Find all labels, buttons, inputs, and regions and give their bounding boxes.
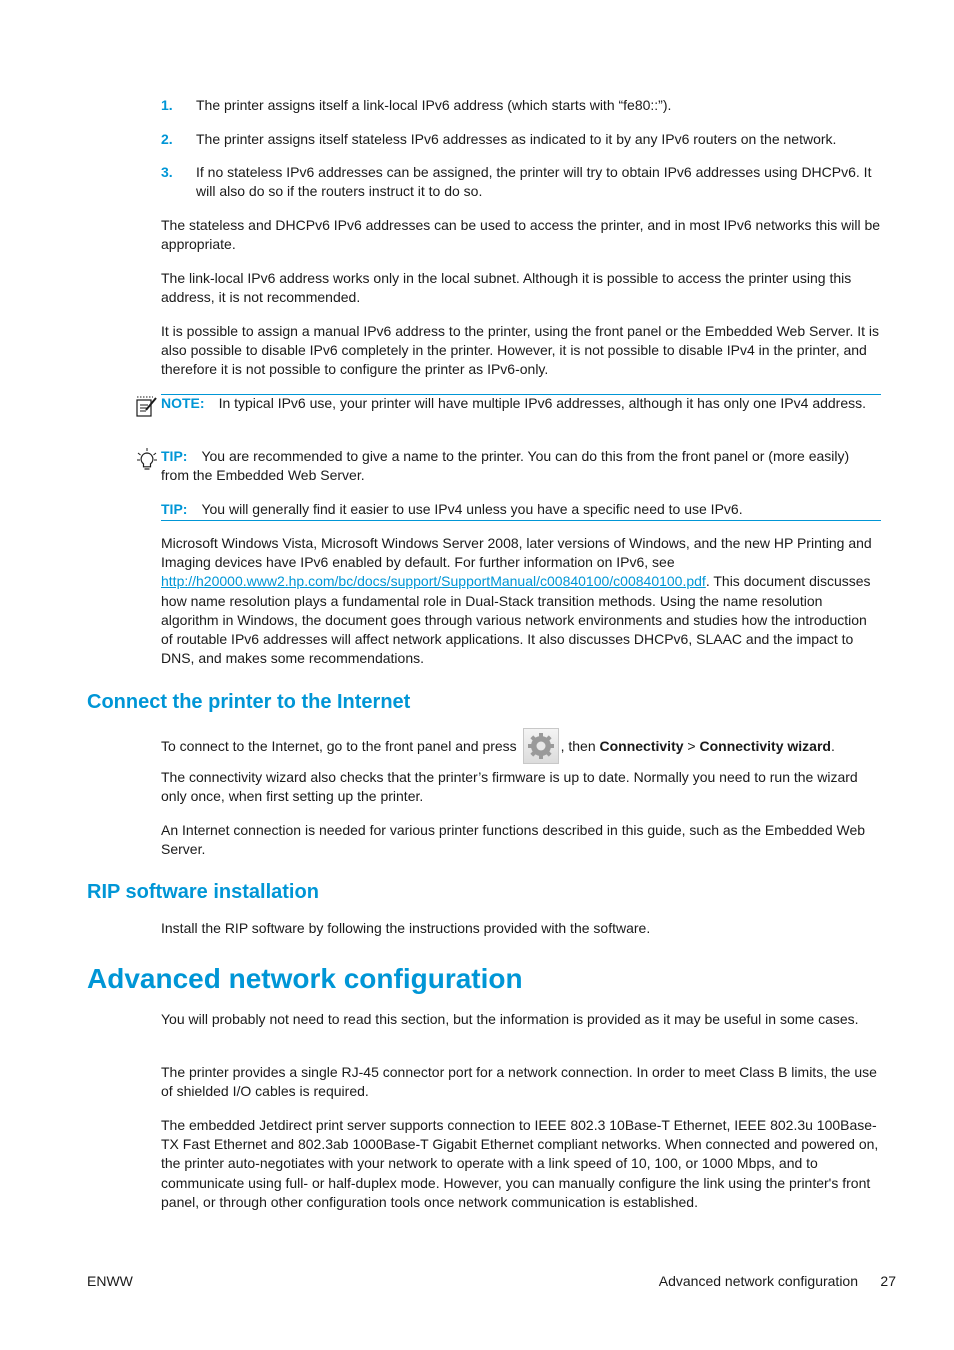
- intro-text: To connect to the Internet, go to the front panel and press: [161, 738, 521, 754]
- tip-block: [161, 500, 881, 519]
- step-text: The printer assigns itself a link-local IPv6 address (which starts with “fe80::”).: [196, 97, 672, 113]
- paragraph: The printer provides a single RJ-45 connector port for a network connection. In order to meet Class B limits, the use of shielded I/O cables is required.: [161, 1064, 877, 1100]
- paragraph: An Internet connection is needed for various printer functions described in this guide, such as the Embedded Web Server.: [161, 822, 866, 858]
- paragraph: The link-local IPv6 address works only in the local subnet. Although it is possible to access the printer using this address, it is not recommended.: [161, 270, 852, 306]
- support-manual-link[interactable]: http://h20000.www2.hp.com/bc/docs/support/SupportManual/c00840100/c00840100.pdf: [161, 573, 706, 590]
- paragraph: The connectivity wizard also checks that the printer’s firmware is up to date. Normally you need to run the wizard only once, when first setting up the printer.: [161, 769, 858, 805]
- step-number: 3.: [161, 164, 173, 180]
- section-heading-rip: RIP software installation: [87, 881, 319, 903]
- paragraph: The embedded Jetdirect print server supports connection to IEEE 802.3 10Base-T Ethernet, IEEE 802.3u 100Base-TX Fast Ethernet and 802.3ab 1000Base-T Gigabit Ethernet compliant networks. When connected and powered on, the printer auto-negotiates with your network to operate with a link speed of 10, 100, or 1000 Mbps, and to communicate using full- or half-duplex mode. However, you can manually configure the link using the printer's front panel, or through other configuration tools once network communication is established.: [161, 1117, 879, 1210]
- tip-text: You are recommended to give a name to the printer. You can do this from the front panel or (more easily) from the Embedded Web Server.: [161, 448, 850, 484]
- tip-text: You will generally find it easier to use IPv4 unless you have a specific need to use IPv6.: [201, 501, 743, 517]
- section-heading-connect: Connect the printer to the Internet: [87, 691, 411, 713]
- connectivity-menu-label: Connectivity: [599, 738, 684, 754]
- tip-block: [161, 447, 881, 485]
- step-text: If no stateless IPv6 addresses can be assigned, the printer will try to obtain IPv6 addresses using DHCPv6. It will also do so if the routers instruct it to do so.: [196, 164, 872, 200]
- step-number: 2.: [161, 131, 173, 147]
- intro-text: .: [830, 738, 835, 754]
- paragraph: The stateless and DHCPv6 IPv6 addresses can be used to access the printer, and in most IPv6 networks this will be appropriate.: [161, 217, 881, 253]
- lightbulb-icon: [137, 448, 157, 472]
- page-number: 27: [880, 1273, 896, 1289]
- footer-section-title: Advanced network configuration: [658, 1273, 858, 1289]
- settings-gear-icon: [523, 728, 559, 764]
- connect-intro: [161, 737, 881, 756]
- note-icon: [135, 396, 159, 418]
- tip-label: TIP:: [161, 501, 188, 517]
- tip-label: TIP:: [161, 448, 188, 464]
- note-label: NOTE:: [161, 395, 205, 411]
- step-number: 1.: [161, 97, 173, 113]
- connectivity-wizard-label: Connectivity wizard: [699, 738, 831, 754]
- paragraph: It is possible to assign a manual IPv6 address to the printer, using the front panel or the Embedded Web Server. It is also possible to disable IPv6 completely in the printer. However, it is not possible to disable IPv4 in the printer, and therefore it is not possible to configure the printer as IPv6-only.: [161, 323, 880, 378]
- note-text: In typical IPv6 use, your printer will have multiple IPv6 addresses, although it has only one IPv4 address.: [218, 395, 867, 411]
- paragraph: You will probably not need to read this section, but the information is provided as it may be useful in some cases.: [161, 1011, 859, 1027]
- note-block: [161, 394, 881, 413]
- chapter-heading: Advanced network configuration: [87, 963, 523, 994]
- paragraph: Install the RIP software by following the instructions provided with the software.: [161, 920, 651, 936]
- tip-bottom-rule: [161, 520, 881, 521]
- ipv6-info-paragraph: [161, 534, 881, 668]
- menu-separator: >: [683, 738, 700, 754]
- intro-text: , then: [560, 738, 600, 754]
- paragraph-text: Microsoft Windows Vista, Microsoft Windows Server 2008, later versions of Windows, and the new HP Printing and Imaging devices have IPv6 enabled by default. For further information on IPv6, see: [161, 535, 872, 571]
- paragraph-text: . This document discusses how name resolution plays a fundamental role in Dual-Stack transition methods. Using the name resolution algorithm in Windows, the document goes through various network environments and studies how the introduction of routable IPv6 addresses will affect network applications. It also discusses DHCPv6, SLAAC and the impact to DNS, and makes some recommendations.: [161, 573, 871, 667]
- step-text: The printer assigns itself stateless IPv6 addresses as indicated to it by any IPv6 routers on the network.: [196, 131, 837, 147]
- footer-locale: ENWW: [87, 1273, 133, 1289]
